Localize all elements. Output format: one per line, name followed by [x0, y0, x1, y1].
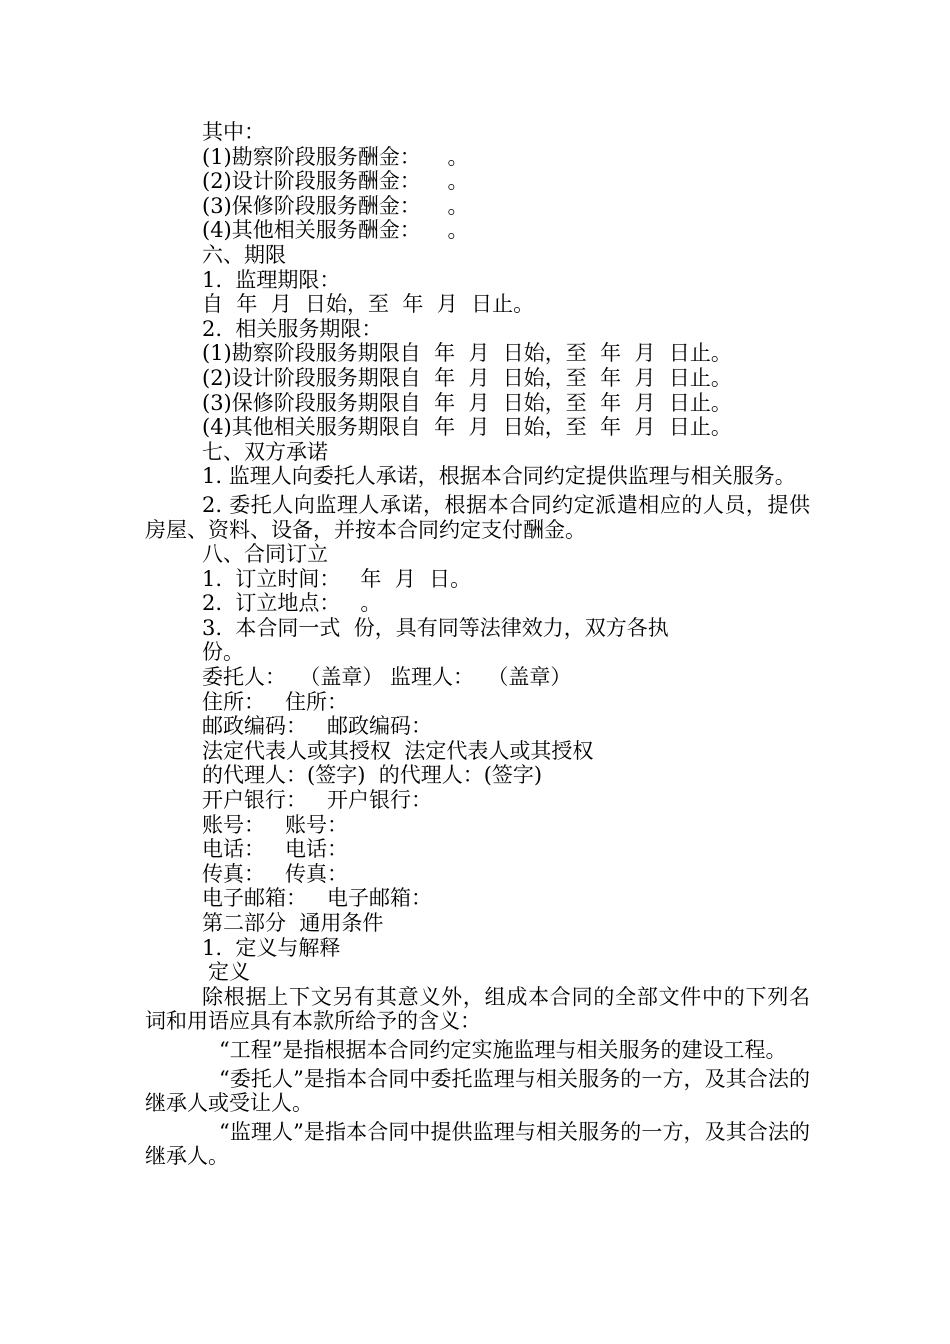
text-line: 1. 订立时间： 年 月 日。 [202, 566, 472, 591]
paragraph: 1. 监理人向委托人承诺，根据本合同约定提供监理与相关服务。 [202, 464, 796, 489]
text-line: (4)其他相关服务酬金： 。 [202, 218, 469, 243]
signature-line: 账号： 账号： [202, 812, 349, 837]
section-heading: 七、双方承诺 [202, 439, 328, 464]
text-line: (4)其他相关服务期限自 年 月 日始，至 年 月 日止。 [202, 415, 732, 440]
part-heading: 第二部分 通用条件 [202, 911, 384, 935]
text-line: 份。 [202, 640, 244, 665]
definition-paragraph: “工程”是指根据本合同约定实施监理与相关服务的建设工程。 [219, 1037, 787, 1062]
paragraph: 除根据上下文另有其意义外，组成本合同的全部文件中的下列名词和用语应具有本款所给予的含义： [145, 984, 810, 1034]
text-line: (1)勘察阶段服务期限自 年 月 日始，至 年 月 日止。 [202, 341, 732, 366]
text-line: (3)保修阶段服务酬金： 。 [202, 193, 469, 218]
text-line: (2)设计阶段服务期限自 年 月 日始，至 年 月 日止。 [202, 365, 732, 390]
signature-line: 传真： 传真： [202, 861, 349, 886]
text-line: (1)勘察阶段服务酬金： 。 [202, 144, 469, 169]
text-line: (2)设计阶段服务酬金： 。 [202, 169, 469, 194]
signature-line: 委托人： （盖章） 监理人： （盖章） [202, 665, 572, 690]
section-heading: 八、合同订立 [202, 542, 328, 567]
signature-line: 住所： 住所： [202, 689, 349, 714]
subclause-heading: 定义 [208, 960, 250, 985]
text-line: 2. 订立地点： 。 [202, 591, 382, 616]
document-body [145, 120, 810, 1169]
signature-line: 的代理人：(签字) 的代理人：(签字) [202, 763, 543, 788]
signature-line: 电子邮箱： 电子邮箱： [202, 886, 433, 911]
clause-heading: 1. 定义与解释 [202, 935, 341, 960]
text-line: 其中： [202, 120, 265, 144]
text-line: 自 年 月 日始，至 年 月 日止。 [202, 292, 535, 317]
text-line: 1. 监理期限： [202, 267, 341, 292]
text-line: 3. 本合同一式 份，具有同等法律效力，双方各执 [202, 615, 669, 640]
signature-line: 开户银行： 开户银行： [202, 788, 433, 813]
paragraph: 2. 委托人向监理人承诺，根据本合同约定派遣相应的人员，提供房屋、资料、设备，并按本合同约定支付酬金。 [145, 492, 810, 542]
signature-line: 电话： 电话： [202, 837, 349, 862]
text-line: (3)保修阶段服务期限自 年 月 日始，至 年 月 日止。 [202, 390, 732, 415]
definition-paragraph: “委托人”是指本合同中委托监理与相关服务的一方，及其合法的继承人或受让人。 [145, 1066, 810, 1116]
signature-line: 法定代表人或其授权 法定代表人或其授权 [202, 738, 594, 763]
definition-paragraph: “监理人”是指本合同中提供监理与相关服务的一方，及其合法的继承人。 [145, 1119, 810, 1169]
text-line: 2. 相关服务期限： [202, 316, 383, 341]
signature-line: 邮政编码： 邮政编码： [202, 714, 433, 739]
section-heading: 六、期限 [202, 242, 286, 267]
